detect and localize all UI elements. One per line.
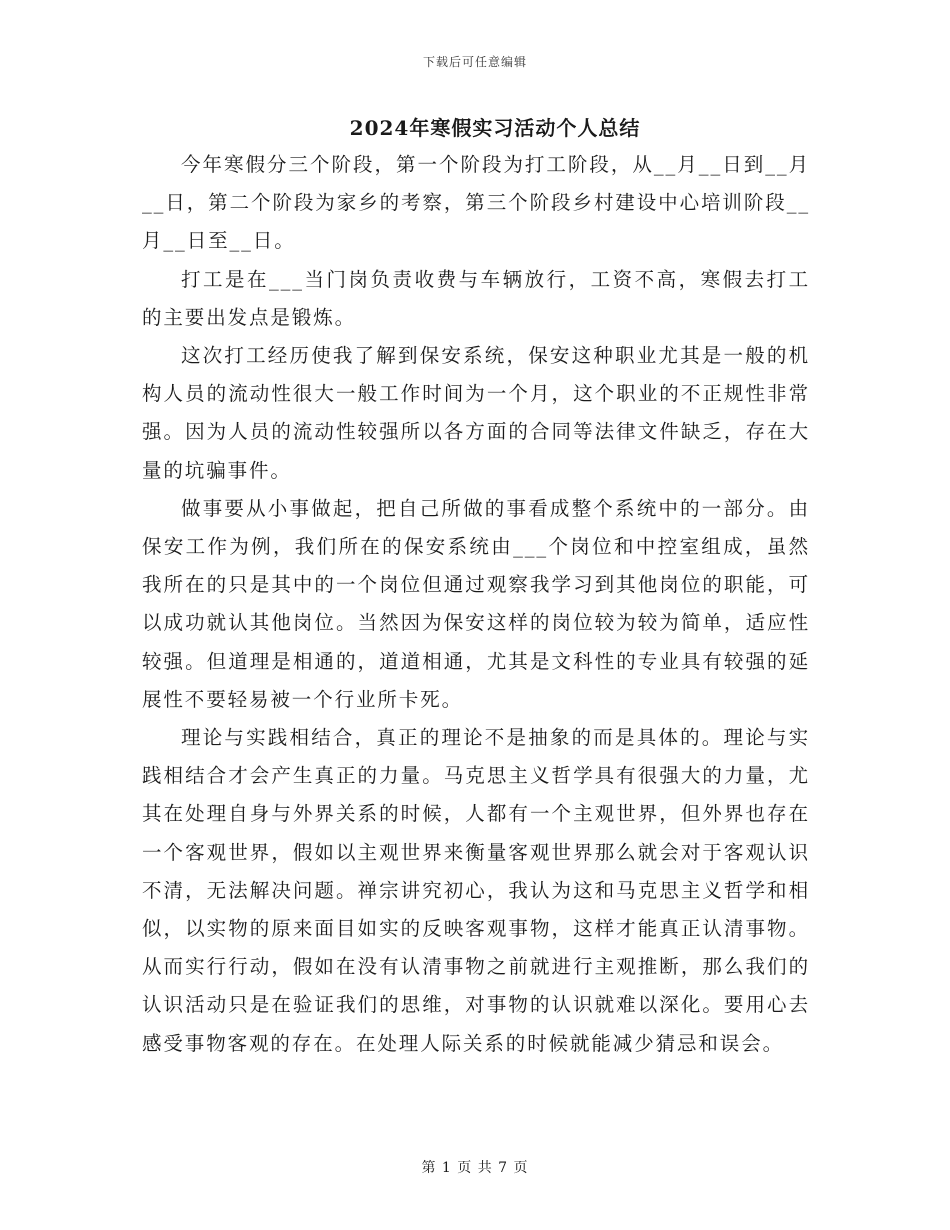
header-note: 下载后可任意编辑: [422, 55, 527, 69]
paragraph-4: 做事要从小事做起，把自己所做的事看成整个系统中的一部分。由保安工作为例，我们所在的保安系统由___个岗位和中控室组成，虽然我所在的只是其中的一个岗位但通过观察我学习到其他岗位的职能，可以成功就认其他岗位。当然因为保安这样的岗位较为较为简单，适应性较强。但道理是相通的，道道相通，尤其是文科性的专业具有较强的延展性不要轻易被一个行业所卡死。: [142, 496, 810, 711]
paragraph-3: 这次打工经历使我了解到保安系统，保安这种职业尤其是一般的机构人员的流动性很大一般工作时间为一个月，这个职业的不正规性非常强。因为人员的流动性较强所以各方面的合同等法律文件缺乏，存在大量的坑骗事件。: [142, 344, 810, 482]
paragraph-5: 理论与实践相结合，真正的理论不是抽象的而是具体的。理论与实践相结合才会产生真正的力量。马克思主义哲学具有很强大的力量，尤其在处理自身与外界关系的时候，人都有一个主观世界，但外界也存在一个客观世界，假如以主观世界来衡量客观世界那么就会对于客观认识不清，无法解决问题。禅宗讲究初心，我认为这和马克思主义哲学和相似，以实物的原来面目如实的反映客观事物，这样才能真正认清事物。从而实行行动，假如在没有认清事物之前就进行主观推断，那么我们的认识活动只是在验证我们的思维，对事物的认识就难以深化。要用心去感受事物客观的存在。在处理人际关系的时候就能减少猜忌和误会。: [142, 726, 810, 1055]
page-number-footer: 第 1 页 共 7 页: [421, 1160, 529, 1176]
document-body: [142, 146, 810, 1063]
paragraph-2: 打工是在___当门岗负责收费与车辆放行，工资不高，寒假去打工的主要出发点是锻炼。: [142, 267, 810, 329]
paragraph-1: 今年寒假分三个阶段，第一个阶段为打工阶段，从__月__日到__月__日，第二个阶段为家乡的考察，第三个阶段乡村建设中心培训阶段__月__日至__日。: [142, 153, 810, 253]
document-title: 2024年寒假实习活动个人总结: [349, 116, 641, 140]
